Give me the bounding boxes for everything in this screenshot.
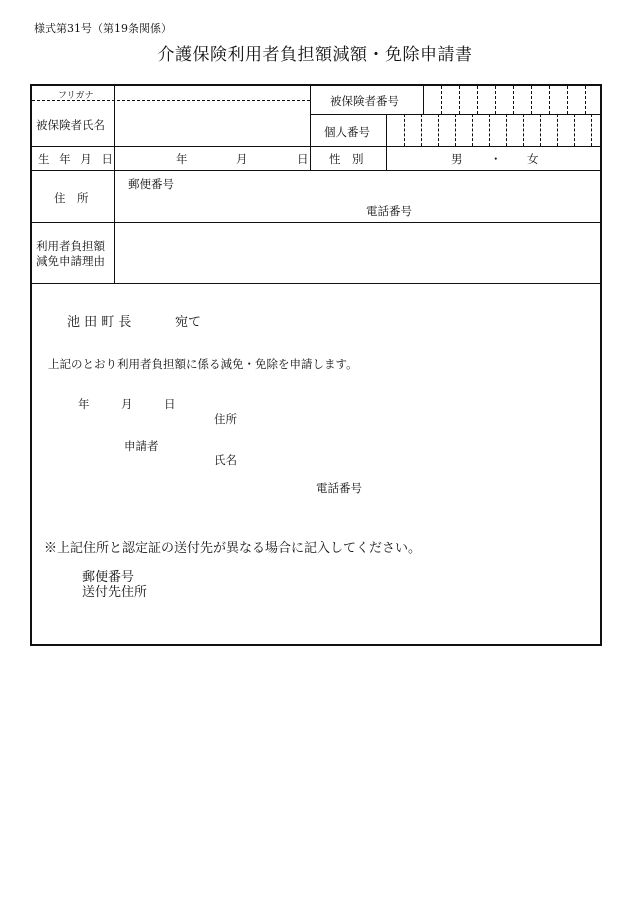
- delivery-note: ※上記住所と認定証の送付先が異なる場合に記入してください。: [44, 541, 422, 556]
- gender-male-option[interactable]: 男: [451, 152, 463, 166]
- form-number: 様式第31号（第19条関係）: [34, 22, 172, 35]
- postal-code-label: 郵便番号: [128, 177, 174, 191]
- digit-divider: [567, 86, 568, 114]
- application-year-label: 年: [78, 397, 90, 411]
- label-column-divider: [114, 86, 115, 283]
- application-month-label: 月: [121, 397, 133, 411]
- digit-divider: [531, 86, 532, 114]
- row-divider-reason: [32, 222, 602, 223]
- digit-divider: [574, 114, 575, 146]
- row-divider-address: [32, 170, 602, 171]
- address-label: 住 所: [54, 191, 89, 205]
- digit-divider: [513, 86, 514, 114]
- application-statement: 上記のとおり利用者負担額に係る減免・免除を申請します。: [48, 357, 358, 371]
- birth-day-label: 日: [297, 152, 309, 166]
- reason-label-line-1: 利用者負担額: [36, 239, 105, 253]
- application-day-label: 日: [164, 397, 176, 411]
- applicant-name-label: 氏名: [214, 453, 237, 467]
- personal-number-label: 個人番号: [324, 125, 370, 139]
- applicant-address-label: 住所: [214, 412, 237, 426]
- gender-column-divider: [386, 114, 387, 170]
- insured-name-label: 被保険者氏名: [36, 118, 105, 132]
- digit-divider: [549, 86, 550, 114]
- digit-divider: [523, 114, 524, 146]
- digit-divider: [489, 114, 490, 146]
- digit-divider: [540, 114, 541, 146]
- row-divider-body: [32, 283, 602, 284]
- gender-separator: ・: [490, 152, 502, 166]
- delivery-address-label: 送付先住所: [82, 585, 148, 600]
- insured-number-divider: [423, 86, 424, 114]
- phone-number-label: 電話番号: [366, 204, 412, 218]
- digit-divider: [495, 86, 496, 114]
- addressee-suffix: 宛て: [175, 315, 202, 330]
- digit-divider: [472, 114, 473, 146]
- digit-divider: [585, 86, 586, 114]
- birthdate-label: 生 年 月 日: [38, 152, 113, 166]
- digit-divider: [506, 114, 507, 146]
- digit-divider: [404, 114, 405, 146]
- digit-divider: [459, 86, 460, 114]
- birth-month-label: 月: [236, 152, 248, 166]
- digit-divider: [477, 86, 478, 114]
- number-row-divider: [310, 114, 602, 115]
- birth-year-label: 年: [176, 152, 188, 166]
- reason-label-line-2: 減免申請理由: [36, 254, 105, 268]
- gender-female-option[interactable]: 女: [527, 152, 539, 166]
- row-divider-birth: [32, 146, 602, 147]
- digit-divider: [441, 86, 442, 114]
- applicant-phone-label: 電話番号: [316, 481, 362, 495]
- digit-divider: [557, 114, 558, 146]
- number-column-divider: [310, 86, 311, 170]
- delivery-postal-code-label: 郵便番号: [82, 570, 135, 585]
- digit-divider: [438, 114, 439, 146]
- digit-divider: [455, 114, 456, 146]
- gender-label: 性 別: [329, 152, 364, 166]
- furigana-label: フリガナ: [58, 91, 94, 101]
- digit-divider: [421, 114, 422, 146]
- page-title: 介護保険利用者負担額減額・免除申請書: [157, 45, 473, 65]
- addressee-name: 池 田 町 長: [67, 315, 132, 330]
- applicant-label: 申請者: [124, 439, 159, 453]
- insured-number-label: 被保険者番号: [330, 94, 399, 108]
- digit-divider: [591, 114, 592, 146]
